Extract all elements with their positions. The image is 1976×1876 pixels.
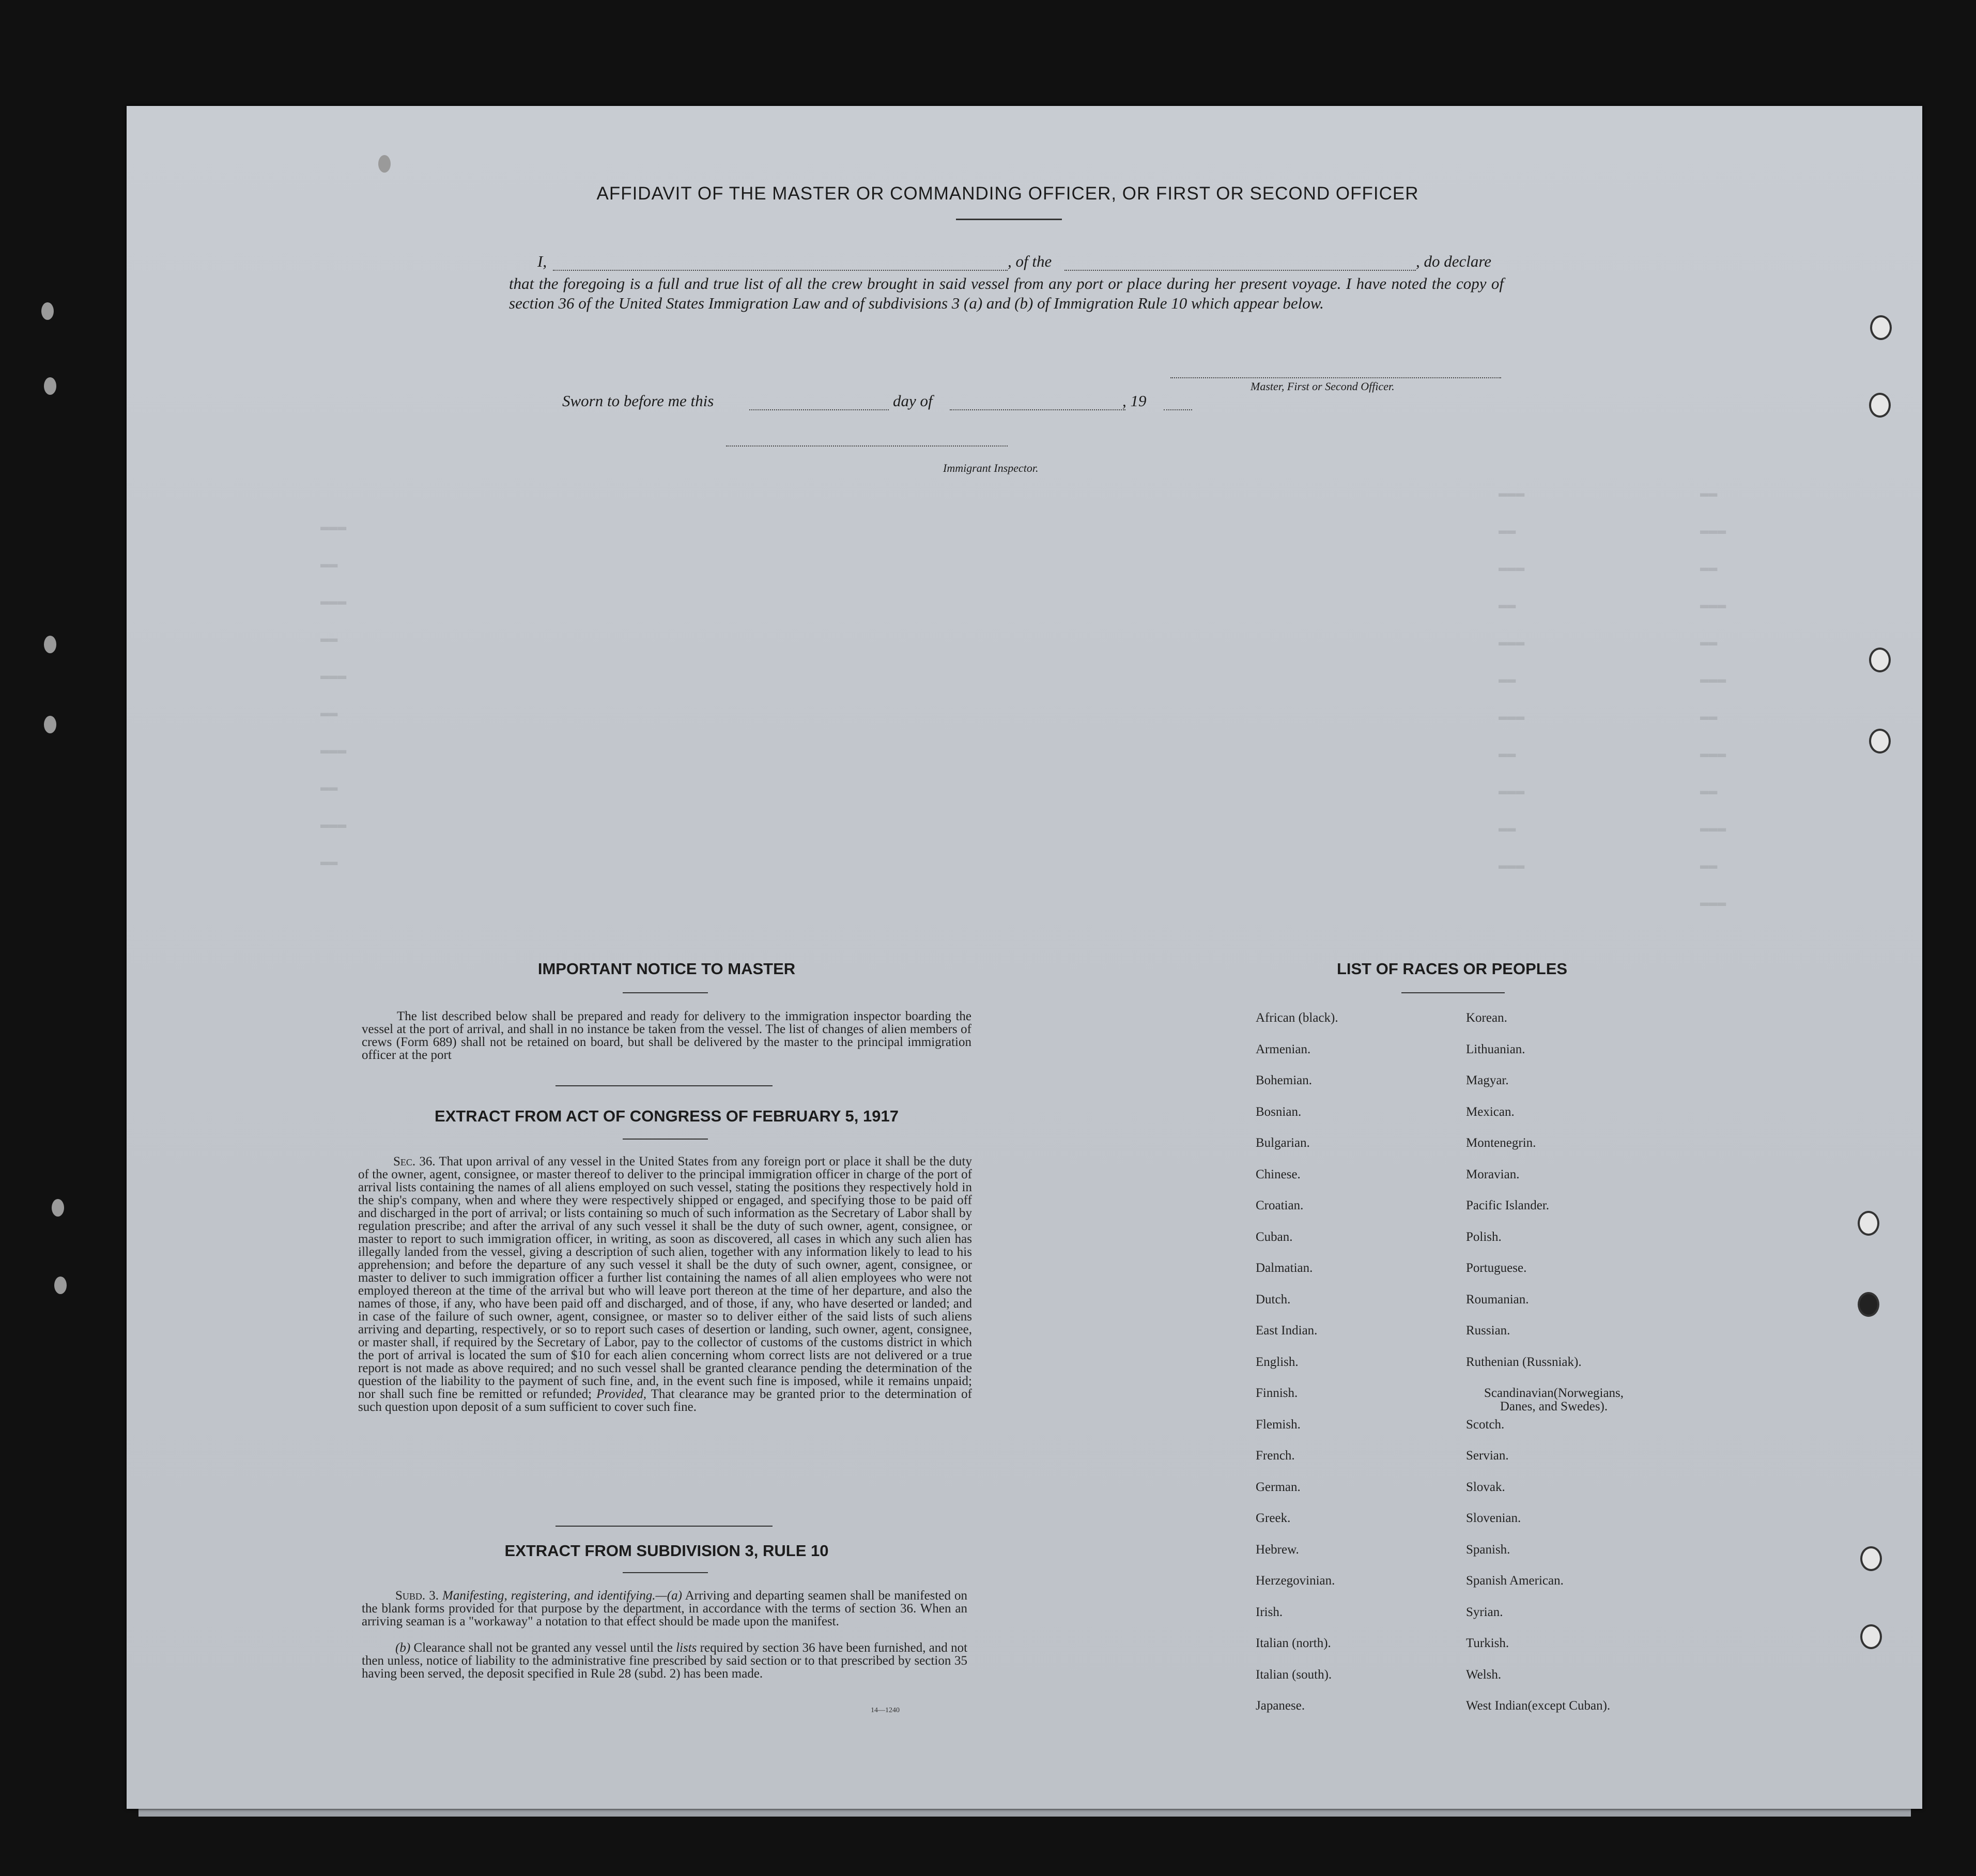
race-item: Hebrew. bbox=[1256, 1542, 1299, 1557]
race-item: Portuguese. bbox=[1466, 1261, 1527, 1275]
title-underline bbox=[956, 219, 1062, 220]
race-item: Scandinavian(Norwegians, Danes, and Swedes). bbox=[1484, 1386, 1624, 1413]
day-field-line bbox=[749, 409, 889, 410]
races-column-1 bbox=[1256, 1003, 1452, 1722]
rule-subd-label: Subd. 3. bbox=[395, 1589, 439, 1603]
race-item: Finnish. bbox=[1256, 1386, 1298, 1400]
bleed-through-text: ▬▬▬ ▬▬ ▬▬▬ ▬▬ ▬▬▬ ▬▬ ▬▬▬ ▬▬ ▬▬▬ ▬▬ ▬▬▬ bbox=[1499, 486, 1525, 874]
day-of-label: day of bbox=[893, 392, 933, 410]
race-item: Lithuanian. bbox=[1466, 1042, 1525, 1056]
affidavit-body: that the foregoing is a full and true list of all the crew brought in said vessel from any port or place during her present voyage. I have noted the copy of section 36 of the United States Immigration Law and of subdivisions 3 (a) and (b) of Immigration Rule 10 which appear below. bbox=[509, 274, 1504, 312]
signature-label: Master, First or Second Officer. bbox=[1251, 380, 1395, 393]
punch-hole bbox=[1858, 1211, 1879, 1236]
race-item: Welsh. bbox=[1466, 1667, 1502, 1682]
race-item: Italian (north). bbox=[1256, 1636, 1331, 1650]
race-item: Italian (south). bbox=[1256, 1667, 1332, 1682]
race-item: Ruthenian (Russniak). bbox=[1466, 1355, 1582, 1369]
act-section-label: Sec. 36. bbox=[393, 1155, 436, 1168]
race-item: Flemish. bbox=[1256, 1417, 1301, 1432]
races-heading: LIST OF RACES OR PEOPLES bbox=[1336, 960, 1568, 978]
sworn-label: Sworn to before me this bbox=[562, 392, 714, 410]
bleed-through-text: ▬▬▬ ▬▬ ▬▬▬ ▬▬ ▬▬▬ ▬▬ ▬▬▬ ▬▬ ▬▬▬ ▬▬ bbox=[320, 519, 347, 870]
rule-heading: EXTRACT FROM SUBDIVISION 3, RULE 10 bbox=[504, 1542, 829, 1560]
race-item: Croatian. bbox=[1256, 1198, 1304, 1212]
race-item: Mexican. bbox=[1466, 1104, 1515, 1119]
affidavit-do-declare-label: , do declare bbox=[1416, 252, 1492, 270]
punch-hole bbox=[378, 155, 391, 173]
race-item: West Indian(except Cuban). bbox=[1466, 1699, 1611, 1713]
race-item: French. bbox=[1256, 1449, 1295, 1463]
year-label: , 19 bbox=[1122, 392, 1147, 410]
race-item: Japanese. bbox=[1256, 1699, 1305, 1713]
race-item: Bulgarian. bbox=[1256, 1136, 1310, 1150]
race-item: Turkish. bbox=[1466, 1636, 1509, 1650]
race-item: Syrian. bbox=[1466, 1605, 1503, 1619]
races-column-2 bbox=[1466, 1003, 1678, 1722]
race-item: East Indian. bbox=[1256, 1324, 1318, 1337]
rule-b-label: (b) bbox=[395, 1641, 411, 1655]
vessel-field-line bbox=[1064, 270, 1416, 271]
race-item: Bosnian. bbox=[1256, 1104, 1302, 1119]
signature-line bbox=[1170, 377, 1501, 378]
races-underline bbox=[1401, 992, 1505, 993]
rule-body-b1: Clearance shall not be granted any vessel until the bbox=[413, 1641, 673, 1655]
race-item: Herzegovinian. bbox=[1256, 1574, 1335, 1588]
race-item: Moravian. bbox=[1466, 1167, 1520, 1181]
race-item: Bohemian. bbox=[1256, 1073, 1313, 1087]
race-item: Chinese. bbox=[1256, 1167, 1301, 1181]
race-item: Servian. bbox=[1466, 1449, 1509, 1463]
film-mark bbox=[44, 636, 56, 653]
film-mark bbox=[44, 377, 56, 395]
punch-hole bbox=[1860, 1546, 1882, 1571]
film-mark bbox=[54, 1277, 67, 1294]
divider bbox=[555, 1085, 773, 1086]
rule-body-a: Arriving and departing seamen shall be manifested on the blank forms provided for that purpose by the department, in accordance with the terms of section 36. When an arriving seaman is a "workaway" a notation to that effect should be made upon the manifest. bbox=[362, 1589, 967, 1628]
race-item: Scotch. bbox=[1466, 1417, 1505, 1432]
notice-underline bbox=[623, 992, 708, 993]
act-body-end: That clearance may be granted prior to the determination of such question upon deposit of a sum sufficient to cover such fine. bbox=[358, 1387, 972, 1414]
rule-underline bbox=[623, 1572, 708, 1573]
act-heading: EXTRACT FROM ACT OF CONGRESS OF FEBRUARY 5, 1917 bbox=[435, 1107, 899, 1125]
affidavit-title: AFFIDAVIT OF THE MASTER OR COMMANDING OFFICER, OR FIRST OR SECOND OFFICER bbox=[596, 183, 1419, 204]
affidavit-of-the-label: , of the bbox=[1008, 252, 1052, 270]
punch-hole bbox=[1869, 393, 1891, 418]
rule-subd-title: Manifesting, registering, and identifying.—(a) bbox=[442, 1589, 682, 1603]
year-field-line bbox=[1164, 409, 1192, 410]
film-mark bbox=[41, 302, 54, 320]
race-item: German. bbox=[1256, 1480, 1301, 1494]
race-item: Slovenian. bbox=[1466, 1511, 1521, 1525]
race-item: Polish. bbox=[1466, 1229, 1502, 1244]
divider bbox=[555, 1526, 773, 1527]
race-item: Spanish American. bbox=[1466, 1574, 1564, 1588]
film-mark bbox=[52, 1199, 64, 1217]
race-item: Irish. bbox=[1256, 1605, 1283, 1619]
punch-hole bbox=[1860, 1624, 1882, 1649]
name-field-line bbox=[553, 270, 1008, 271]
rule-text-a bbox=[362, 1589, 967, 1628]
race-item: Spanish. bbox=[1466, 1542, 1510, 1557]
act-underline bbox=[623, 1139, 708, 1140]
inspector-label: Immigrant Inspector. bbox=[943, 462, 1039, 474]
form-number: 14—1240 bbox=[871, 1706, 900, 1714]
affidavit-i-label: I, bbox=[537, 252, 547, 270]
punch-hole bbox=[1858, 1292, 1879, 1317]
punch-hole bbox=[1869, 648, 1891, 672]
notice-text: The list described below shall be prepared and ready for delivery to the immigration inspector boarding the vessel at the port of arrival, and shall in no instance be taken from the vessel. The list of changes of alien members of crews (Form 689) shall not be retained on board, but shall be delivered by the master to the principal immigration officer at the port bbox=[362, 1009, 971, 1062]
rule-text-b bbox=[362, 1641, 967, 1680]
race-item: Russian. bbox=[1466, 1324, 1510, 1337]
race-item: Slovak. bbox=[1466, 1480, 1505, 1494]
month-field-line bbox=[950, 409, 1125, 410]
race-item: Greek. bbox=[1256, 1511, 1291, 1525]
film-mark bbox=[44, 716, 56, 733]
rule-lists: lists bbox=[676, 1641, 697, 1655]
race-item: Cuban. bbox=[1256, 1229, 1293, 1244]
inspector-signature-line bbox=[726, 445, 1008, 447]
race-item: Montenegrin. bbox=[1466, 1136, 1536, 1150]
rule-body-b2: required by section 36 have been furnished, and not then unless, notice of liability to the administrative fine prescribed by said section or to that prescribed by section 35 having been served, the deposit specified in Rule 28 (subd. 2) has been made. bbox=[362, 1641, 968, 1681]
act-text bbox=[358, 1155, 972, 1413]
race-item: Armenian. bbox=[1256, 1042, 1311, 1056]
act-body: That upon arrival of any vessel in the United States from any foreign port or place it shall be the duty of the owner, agent, consignee, or master thereof to deliver to the principal immigration officer in charge of the port of arrival lists containing the names of all aliens employed on such vessel, stating the positions they respectively hold in the ship's company, when and where they were respectively shipped or engaged, and specifying those to be paid off and discharged in the port of arrival; or lists containing so much of such information as the Secretary of Labor shall by regulation prescribe; and after the arrival of any such vessel it shall be the duty of such owner, agent, consignee, or master to report to such immigration officer, in writing, as soon as discovered, all cases in which any such alien has illegally landed from the vessel, giving a description of such alien, together with any information likely to lead to his apprehension; and before the departure of any such vessel it shall be the duty of such owner, agent, consignee, or master to deliver to such immigration officer a further list containing the names of all alien employees who were not employed thereon at the time of the arrival but who will leave port thereon at the time of her departure, and also the names of those, if any, who have been paid off and discharged, and of those, if any, who have deserted or landed; and in case of the failure of such owner, agent, consignee, or master so to deliver either of the said lists of such aliens arriving and departing, respectively, or so to report such cases of desertion or landing, such owner, agent, consignee, or master shall, if required by the Secretary of Labor, pay to the collector of customs of the customs district in which the port of arrival is located the sum of $10 for each alien concerning whom correct lists are not delivered or a true report is not made as above required; and no such vessel shall be granted clearance pending the determination of the question of the liability to the payment of such fine, and, in the event such fine is imposed, while it remains unpaid; nor shall such fine be remitted or refunded; bbox=[358, 1155, 972, 1401]
race-item: English. bbox=[1256, 1355, 1299, 1369]
race-item: African (black). bbox=[1256, 1011, 1338, 1025]
punch-hole bbox=[1870, 315, 1892, 340]
race-item: Dutch. bbox=[1256, 1292, 1291, 1306]
race-item: Korean. bbox=[1466, 1011, 1507, 1025]
race-item: Roumanian. bbox=[1466, 1292, 1529, 1306]
race-item: Dalmatian. bbox=[1256, 1261, 1313, 1275]
bleed-through-text: ▬▬ ▬▬▬ ▬▬ ▬▬▬ ▬▬ ▬▬▬ ▬▬ ▬▬▬ ▬▬ ▬▬▬ ▬▬ ▬▬▬ bbox=[1700, 486, 1726, 911]
race-item: Pacific Islander. bbox=[1466, 1198, 1550, 1212]
punch-hole bbox=[1869, 729, 1891, 754]
notice-heading: IMPORTANT NOTICE TO MASTER bbox=[537, 960, 796, 978]
act-provided: Provided, bbox=[596, 1387, 647, 1401]
race-item: Magyar. bbox=[1466, 1073, 1509, 1087]
